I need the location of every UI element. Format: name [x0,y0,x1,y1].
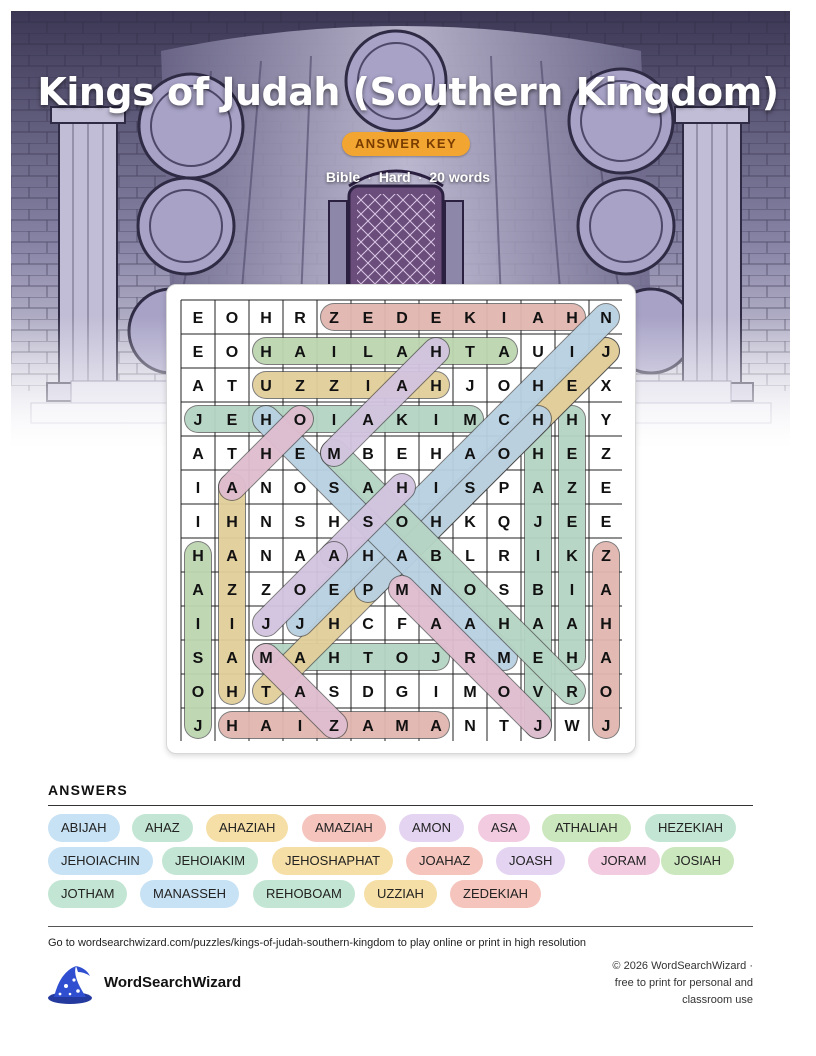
grid-letter: W [564,718,580,735]
answer-chip: ASA [478,814,530,842]
grid-letter: M [463,412,477,429]
grid-letter: I [569,582,575,599]
divider [48,805,753,806]
answer-chip: JOASH [496,847,565,875]
grid-letter: M [497,650,511,667]
answer-chip: JEHOIAKIM [162,847,258,875]
answer-chip: AHAZIAH [206,814,288,842]
grid-letter: A [294,650,306,667]
grid-letter: E [294,446,306,463]
grid-letter: A [532,310,544,327]
grid-letter: J [193,718,203,735]
grid-letter: E [192,310,204,327]
answer-chip: JOAHAZ [406,847,483,875]
grid-letter: S [328,480,340,497]
grid-letter: H [430,344,442,361]
grid-letter: E [396,446,408,463]
grid-letter: H [260,344,272,361]
divider [48,926,753,927]
grid-letter: A [260,718,272,735]
grid-letter: A [328,548,340,565]
puzzle-title: Kings of Judah (Southern Kingdom) [37,70,779,114]
grid-letter: A [600,582,612,599]
grid-letter: A [192,378,204,395]
grid-letter: R [464,650,476,667]
grid-letter: I [297,718,303,735]
grid-letter: I [229,616,235,633]
grid-letter: O [191,684,205,701]
answer-chip: ABIJAH [48,814,120,842]
grid-letter: A [192,582,204,599]
grid-letter: I [569,344,575,361]
grid-letter: I [433,480,439,497]
grid-letter: H [226,718,238,735]
grid-letter: H [430,514,442,531]
grid-letter: S [192,650,204,667]
copyright-line: free to print for personal and [614,977,753,989]
grid-letter: I [331,412,337,429]
answer-chip: ATHALIAH [542,814,631,842]
grid-letter: E [600,480,612,497]
grid-letter: T [227,446,237,463]
grid-letter: G [395,684,409,701]
answer-chip: JOTHAM [48,880,127,908]
grid-letter: R [566,684,578,701]
footer-url-text: Go to wordsearchwizard.com/puzzles/kings-of-judah-southern-kingdom to play online or print in high resolution [48,937,587,949]
grid-letter: A [226,480,238,497]
grid-letter: H [260,310,272,327]
copyright-line: © 2026 WordSearchWizard · [612,960,753,972]
grid-letter: O [293,480,307,497]
grid-letter: I [195,616,201,633]
answer-chip: MANASSEH [140,880,239,908]
grid-letter: A [430,616,442,633]
grid-letter: K [396,412,408,429]
grid-letter: A [294,684,306,701]
grid-letter: S [294,514,306,531]
grid-letter: A [464,616,476,633]
grid-letter: Z [601,446,611,463]
answer-key-badge: ANSWER KEY [342,132,470,156]
grid-letter: H [328,514,340,531]
grid-letter: J [601,718,611,735]
grid-letter: I [365,378,371,395]
grid-letter: C [498,412,510,429]
grid-letter: B [430,548,442,565]
grid-letter: E [362,310,374,327]
grid-letter: Z [601,548,611,565]
grid-letter: N [430,582,442,599]
grid-letter: U [532,344,544,361]
grid-letter: A [294,548,306,565]
grid-letter: H [532,446,544,463]
grid-letter: J [193,412,203,429]
grid-letter: J [601,344,611,361]
wizard-hat-icon [46,964,94,1011]
answer-chip: AMAZIAH [302,814,386,842]
grid-letter: Z [227,582,237,599]
grid-letter: E [192,344,204,361]
grid-letter: J [465,378,475,395]
grid-letter: H [226,514,238,531]
puzzle-meta [0,169,816,185]
grid-letter: S [464,480,476,497]
grid-letter: P [362,582,374,599]
grid-letter: L [465,548,475,565]
grid-letter: A [396,548,408,565]
grid-letter: H [328,616,340,633]
grid-letter: J [261,616,271,633]
grid-letter: T [465,344,475,361]
grid-letter: H [192,548,204,565]
grid-letter: N [260,480,272,497]
grid-letter: Z [261,582,271,599]
grid-letter: O [225,310,239,327]
grid-letter: T [261,684,271,701]
grid-letter: B [362,446,374,463]
grid-letter: C [362,616,374,633]
grid-letter: J [295,616,305,633]
grid-letter: I [331,344,337,361]
grid-letter: O [293,412,307,429]
separator: · [367,169,372,185]
grid-letter: D [396,310,408,327]
grid-letter: I [433,412,439,429]
grid-letter: Z [329,718,339,735]
grid-letter: M [327,446,341,463]
grid-letter: J [533,718,543,735]
grid-letter: E [566,514,578,531]
grid-letter: S [498,582,510,599]
category-label: Bible [325,169,361,185]
grid-letter: H [498,616,510,633]
grid-letter: H [600,616,612,633]
grid-letter: O [293,582,307,599]
answers-heading: ANSWERS [48,782,128,798]
difficulty-label: Hard [378,169,411,185]
grid-letter: A [362,718,374,735]
grid-letter: A [294,344,306,361]
grid-letter: K [464,514,476,531]
grid-letter: A [464,446,476,463]
word-search-grid [180,299,622,741]
grid-letter: O [599,684,613,701]
grid-letter: I [195,514,201,531]
grid-letter: E [226,412,238,429]
grid-letter: X [600,378,612,395]
grid-letter: O [497,684,511,701]
grid-letter: A [362,480,374,497]
copyright-text [553,958,753,1009]
grid-letter: H [532,412,544,429]
grid-letter: H [362,548,374,565]
grid-letter: O [225,344,239,361]
grid-letter: F [397,616,407,633]
grid-letter: H [566,412,578,429]
grid-letter: H [260,412,272,429]
grid-letter: O [497,446,511,463]
grid-letter: T [363,650,373,667]
grid-letter: H [430,446,442,463]
answer-chip: AMON [399,814,464,842]
grid-letter: E [566,446,578,463]
grid-letter: M [395,718,409,735]
grid-letter: O [395,650,409,667]
answer-chip: UZZIAH [364,880,437,908]
grid-letter: N [600,310,612,327]
grid-letter: I [433,684,439,701]
answer-chip: JEHOIACHIN [48,847,153,875]
word-count-label: 20 words [429,169,491,185]
grid-letter: H [396,480,408,497]
grid-letter: A [498,344,510,361]
grid-letter: H [532,378,544,395]
grid-letter: V [532,684,544,701]
grid-letter: U [260,378,272,395]
grid-letter: T [499,718,509,735]
grid-letter: R [294,310,306,327]
grid-letter: N [260,514,272,531]
grid-letter: H [430,378,442,395]
grid-letter: H [260,446,272,463]
grid-letter: Y [600,412,612,429]
grid-letter: A [396,378,408,395]
grid-letter: E [566,378,578,395]
grid-letter: J [533,514,543,531]
answer-chip: JEHOSHAPHAT [272,847,393,875]
grid-letter: K [464,310,476,327]
grid-letter: M [259,650,273,667]
copyright-line: classroom use [682,994,753,1006]
grid-letter: N [260,548,272,565]
brand-name: WordSearchWizard [104,974,242,991]
answer-chip: HEZEKIAH [645,814,736,842]
grid-letter: O [497,378,511,395]
grid-letter: A [430,718,442,735]
grid-letter: E [328,582,340,599]
grid-letter: Z [329,310,339,327]
grid-letter: A [226,548,238,565]
answer-chip: ZEDEKIAH [450,880,541,908]
grid-letter: S [328,684,340,701]
grid-letter: Z [329,378,339,395]
grid-letter: D [362,684,374,701]
grid-letter: O [395,514,409,531]
grid-letter: E [430,310,442,327]
grid-letter: A [566,616,578,633]
grid-letter: L [363,344,373,361]
answer-chip: JOSIAH [661,847,734,875]
grid-letter: H [328,650,340,667]
grid-letter: H [566,650,578,667]
grid-letter: P [498,480,510,497]
grid-letter: M [463,684,477,701]
grid-letter: I [501,310,507,327]
grid-letter: K [566,548,578,565]
grid-letter: Q [497,514,511,531]
grid-letter: I [195,480,201,497]
grid-letter: N [464,718,476,735]
grid-letter: J [431,650,441,667]
grid-letter: A [532,616,544,633]
grid-letter: Z [295,378,305,395]
answer-chip: JORAM [588,847,660,875]
grid-letter: A [600,650,612,667]
grid-letter: R [498,548,510,565]
grid-letter: I [535,548,541,565]
answer-chip: AHAZ [132,814,193,842]
grid-letter: E [600,514,612,531]
grid-letter: M [395,582,409,599]
grid-letter: E [532,650,544,667]
grid-letter: S [362,514,374,531]
grid-letter: T [227,378,237,395]
grid-letter: A [192,446,204,463]
grid-letter: H [226,684,238,701]
grid-letter: B [532,582,544,599]
grid-letter: H [566,310,578,327]
grid-letter: A [362,412,374,429]
grid-letter: A [226,650,238,667]
grid-letter: A [532,480,544,497]
answer-chip: REHOBOAM [253,880,355,908]
grid-letter: A [396,344,408,361]
separator: · [417,169,423,185]
grid-letter: O [463,582,477,599]
grid-letter: Z [567,480,577,497]
